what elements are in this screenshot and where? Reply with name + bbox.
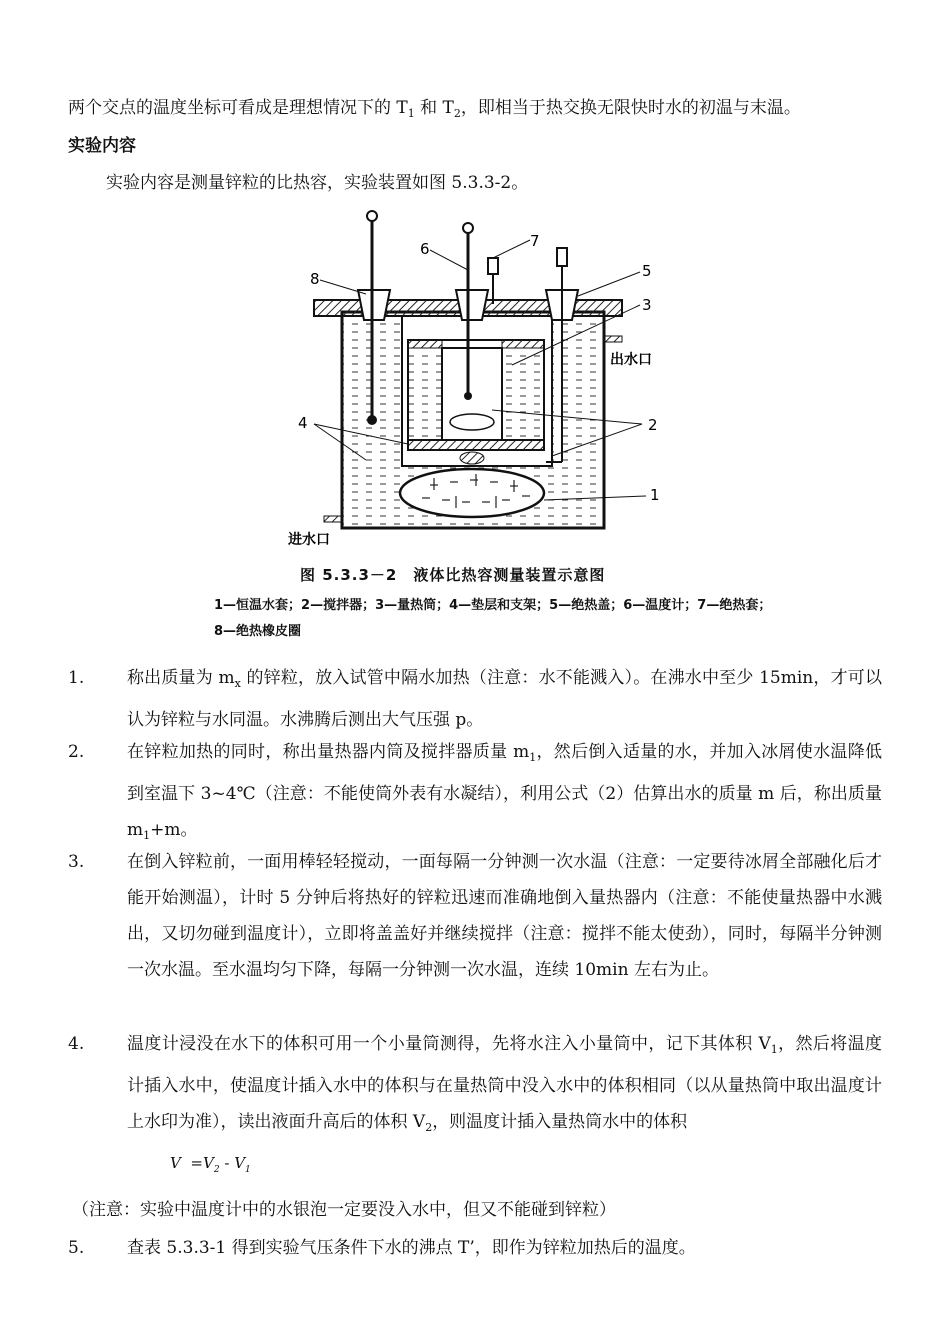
inlet-pipe (324, 516, 342, 522)
label-2: 2 (648, 416, 658, 434)
label-1: 1 (650, 486, 660, 504)
step-1-part-b: 的锌粒，放入试管中隔水加热（注意：水不能溅入）。在沸水中至少 15min，才可以认为锌粒与水同温。水沸腾后测出大气压强 p。 (127, 668, 882, 730)
figure-legend: 1—恒温水套；2—搅拌器；3—量热筒；4—垫层和支架；5—绝热盖；6—温度计；7—绝热套；8—绝热橡皮圈 (214, 598, 772, 639)
step-4-part-b: ，然后将温度计插入水中，使温度计插入水中的体积与在量热筒中没入水中的体积相同（以从量热筒中取出温度计上水印为准），读出液面升高后的体积 V (127, 1034, 882, 1132)
formula-minus: - (224, 1154, 230, 1172)
step-3-number: 3. (68, 852, 85, 872)
label-8: 8 (310, 270, 320, 288)
section-intro: 实验内容是测量锌粒的比热容，实验装置如图 5.3.3-2。 (106, 173, 529, 193)
calorimeter-cup (408, 340, 544, 440)
intro-text-b: 和 T (414, 98, 454, 118)
step-2-sub-b: 1 (143, 829, 151, 842)
step-4-sub-b: 2 (425, 1121, 433, 1134)
outlet-pipe (604, 336, 622, 342)
label-3: 3 (642, 296, 652, 314)
support-foot (460, 452, 484, 464)
label-7: 7 (530, 232, 540, 250)
step-5-text: 查表 5.3.3-1 得到实验气压条件下水的沸点 T’，即作为锌粒加热后的温度。 (127, 1238, 696, 1258)
step-4-part-c: ，则温度计插入量热筒水中的体积 (432, 1112, 688, 1132)
formula-v1: V (234, 1154, 246, 1172)
apparatus-figure (280, 200, 720, 560)
stirrer-sleeve (488, 258, 498, 304)
section-title: 实验内容 (68, 136, 136, 156)
step-4-part-a: 温度计浸没在水下的体积可用一个小量筒测得，先将水注入小量筒中，记下其体积 V (127, 1034, 771, 1054)
step-3-part-a: 在倒入锌粒前，一面用棒轻轻搅动，一面每隔一分钟测一次水温（注意：一定要待冰屑全部融化后才能开始测温），计时 5 分钟后将热好的锌粒迅速而准确地倒入量热器内（注意：不能使量热器中水溅出，又切勿碰到温度计），立即将盖盖好并继续搅拌（注意：搅拌不能太使劲），同时，每隔半分钟测一次水温。至水温均匀下降，每隔一分钟测一次水温，连续 10min 左右为止。 (127, 852, 882, 980)
label-6: 6 (420, 240, 430, 258)
step-2-part-b: ，然后倒入适量的水，并加入冰屑使水温降低到室温下 3~4℃（注意：不能使筒外表有水凝结），利用公式（2）估算出水的质量 m 后，称出质量 m (127, 742, 883, 840)
volume-formula (170, 1154, 251, 1175)
label-5: 5 (642, 262, 652, 280)
step-4-text (127, 1026, 882, 1146)
step-4-sub-a: 1 (770, 1043, 778, 1056)
note-text: （注意：实验中温度计中的水银泡一定要没入水中，但又不能碰到锌粒） (72, 1200, 616, 1220)
label-inlet: 进水口 (288, 532, 330, 548)
step-1-text (127, 660, 882, 738)
step-5-number: 5. (68, 1238, 85, 1258)
label-outlet: 出水口 (610, 352, 652, 368)
step-2-part-a: 在锌粒加热的同时，称出量热器内筒及搅拌器质量 m (127, 742, 530, 762)
heating-coil (400, 469, 544, 517)
intro-sub-2: 2 (453, 107, 461, 120)
step-2-part-c: +m。 (150, 820, 198, 840)
step-2-sub-a: 1 (529, 751, 537, 764)
label-4: 4 (298, 414, 308, 432)
formula-sub-1: 1 (245, 1165, 251, 1175)
intro-paragraph (68, 96, 801, 126)
step-3-text (127, 844, 882, 988)
intro-text-c: ，即相当于热交换无限快时水的初温与末温。 (460, 98, 801, 118)
support-pad (408, 440, 544, 450)
intro-text-a: 两个交点的温度坐标可看成是理想情况下的 T (68, 98, 408, 118)
step-4-number: 4. (68, 1034, 85, 1054)
formula-v2: V (202, 1154, 214, 1172)
step-1-part-a: 称出质量为 m (127, 668, 235, 688)
formula-sub-2: 2 (213, 1165, 220, 1175)
figure-title: 图 5.3.3－2 液体比热容测量装置示意图 (300, 566, 606, 584)
formula-eq: = (190, 1154, 203, 1172)
intro-sub-1: 1 (407, 107, 415, 120)
formula-lhs: V (170, 1154, 181, 1172)
step-2-text (127, 734, 882, 854)
step-2-number: 2. (68, 742, 85, 762)
step-1-sub: x (234, 677, 241, 690)
step-1-number: 1. (68, 668, 85, 688)
